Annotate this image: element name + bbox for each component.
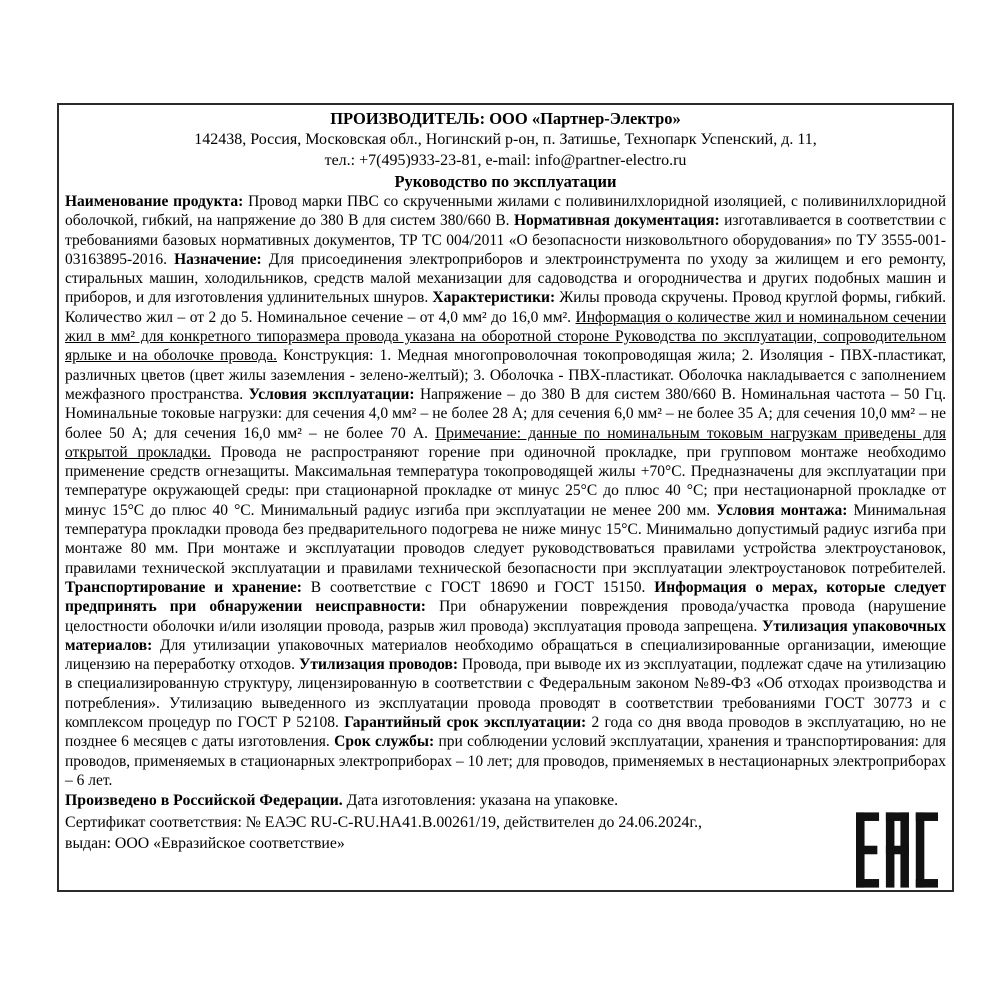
text-segment: Информация о мерах, которые следует предпринять при обнаружении неисправности: — [65, 578, 946, 616]
text-segment: Назначение: — [174, 250, 262, 268]
manufacturer-line: ПРОИЗВОДИТЕЛЬ: ООО «Партнер-Электро» — [330, 109, 681, 128]
text-segment: Утилизация проводов: — [299, 656, 458, 674]
text-segment: В соответствие с ГОСТ 18690 и ГОСТ 15150. — [301, 578, 655, 596]
address-line: 142438, Россия, Московская обл., Ногинский р-он, п. Затишье, Технопарк Успенский, д. 11, — [194, 131, 817, 148]
manual-frame — [57, 103, 954, 892]
text-segment: Минимальная температура прокладки провода без предварительного подогрева не ниже минус 15°С. Минимально допустимый радиус изгиба при монтаже 80 мм. При монтаже и эксплуатации проводов следует руководствоваться правилами устройства электроустановок, правилами технической эксплуатации и правилами технической безопасности при эксплуатации электроустановок потребителей. — [65, 501, 946, 577]
text-segment: при соблюдении условий эксплуатации, хранения и транспортирования: для проводов, применяемых в стационарных электроприборах – 10 лет; для проводов, применяемых в нестационарных электроприборах – 6 лет. — [65, 733, 946, 789]
contacts-line: тел.: +7(495)933-23-81, e-mail: info@partner-electro.ru — [324, 152, 687, 169]
document-title: Руководство по эксплуатации — [394, 172, 617, 191]
manual-body-text — [65, 192, 946, 790]
text-segment: Утилизация упаковочных материалов: — [65, 617, 946, 654]
made-in-line — [65, 790, 946, 812]
text-segment: 2 года со дня ввода проводов в эксплуатацию, но не позднее 6 месяцев с даты изготовления. — [65, 714, 946, 751]
text-segment: Примечание: данные по номинальным токовым нагрузкам приведены для открытой прокладки. — [65, 424, 946, 461]
text-segment: Условия монтажа: — [716, 501, 848, 519]
text-segment: Конструкция: 1. Медная многопроволочная токопроводящая жила; 2. Изоляция - ПВХ-пластикат, различных цветов (цвет жилы заземления - зелено-желтый); 3. Оболочка - ПВХ-пластикат. Оболочка накладывается с заполнением межфазного пространства. — [65, 347, 946, 403]
text-segment: Дата изготовления: указана на упаковке. — [342, 792, 619, 810]
text-segment: Транспортирование и хранение: — [65, 578, 302, 596]
text-segment: Характеристики: — [432, 289, 556, 307]
text-segment: Провода, при выводе их из эксплуатации, подлежат сдаче на утилизацию в специализированную структуру, лицензированную в соответствии с Федеральным законом №89-ФЗ «Об отходах производства и потребления». Утилизацию выведенного из эксплуатации провода проводят в соответствии требованиями ГОСТ 30773 и с комплексом процедур по ГОСТ Р 52108. — [65, 656, 946, 732]
text-segment: Провод марки ПВС со скрученными жилами с поливинилхлоридной изоляцией, с поливинилхлоридной оболочкой, гибкий, на напряжение до 380 В для систем 380/660 В. — [65, 193, 947, 230]
text-segment: Информация о количестве жил и номинальном сечении жил в мм² для конкретного типоразмера провода указана на оборотной стороне Руководства по эксплуатации, сопроводительном ярлыке и на оболочке провода. — [65, 308, 947, 365]
text-segment: Условия эксплуатации: — [248, 385, 415, 403]
text-segment: Наименование продукта: — [65, 193, 244, 210]
text-segment: Срок службы: — [334, 733, 435, 751]
text-segment: Для присоединения электроприборов и электроинструмента по уходу за жилищем и его ремонту, стиральных машин, холодильников, средств малой механизации для садоводства и огородничества и других подобных машин и приборов, и для изготовления удлинительных шнуров. — [65, 250, 946, 307]
text-segment: Сертификат соответствия: № ЕАЭС RU-C-RU.HA41.B.00261/19, действителен до 24.06.2024г., — [65, 813, 703, 831]
issued-by-line — [65, 833, 946, 855]
text-segment: Провода не распространяют горение при одиночной прокладке, при групповом монтаже необходимо применение средств огнезащиты. Максимальная температура токопроводящей жилы +70°С. Предназначены для эксплуатации при температуре окружающей среды: при стационарной прокладке от минус 25°С до плюс 40 °С; при нестационарной прокладке от минус 15°С до плюс 40 °С. Минимальный радиус изгиба при эксплуатации не менее 200 мм. — [65, 443, 947, 519]
text-segment: изготавливается в соответствии с требованиями базовых нормативных документов, ТР ТС 004/2011 «О безопасности низковольтного оборудования» по ТУ 3555-001-03163895-2016. — [65, 212, 947, 268]
text-segment: При обнаружении повреждения провода/участка провода (нарушение целостности оболочки и/или изоляции провода, разрыв жил провода) эксплуатация провода запрещена. — [65, 598, 946, 635]
text-segment: Нормативная документация: — [514, 212, 720, 230]
text-segment: Напряжение – до 380 В для систем 380/660 В. Номинальная частота – 50 Гц. Номинальные токовые нагрузки: для сечения 4,0 мм² – не более 28 А; для сечения 6,0 мм² – не более 35 А; для сечения 10,0 мм² – не более 50 А; для сечения 16,0 мм² – не более 70 А. — [65, 385, 946, 442]
text-segment: Произведено в Российской Федерации. — [65, 792, 343, 810]
text-segment: Для утилизации упаковочных материалов необходимо обращаться в специализированные организации, имеющие лицензию на переработку отходов. — [65, 636, 946, 674]
eac-conformity-mark-icon — [856, 812, 938, 888]
certificate-line — [65, 812, 946, 834]
text-segment: выдан: ООО «Евразийское соответствие» — [65, 835, 345, 853]
text-segment: Жилы провода скручены. Провод круглой формы, гибкий. Количество жил – от 2 до 5. Номинальное сечение – от 4,0 мм² до 16,0 мм². — [65, 289, 946, 326]
text-segment: Гарантийный срок эксплуатации: — [344, 714, 587, 732]
